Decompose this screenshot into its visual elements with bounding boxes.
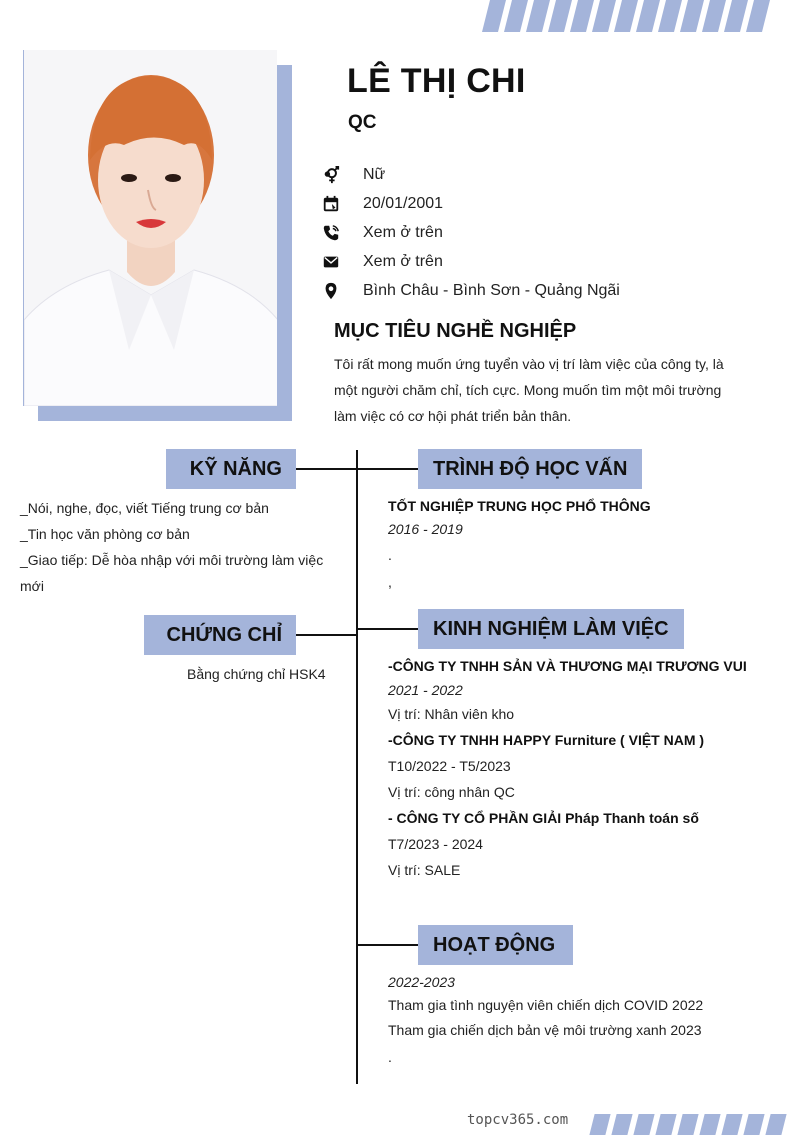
education-line: , [388, 574, 392, 590]
objective-heading: MỤC TIÊU NGHỀ NGHIỆP [334, 320, 577, 342]
gender-icon [322, 166, 363, 184]
info-birthday [322, 189, 620, 218]
activities-heading: HOẠT ĐỘNG [418, 925, 573, 965]
experience-heading: KINH NGHIỆM LÀM VIỆC [418, 609, 684, 649]
skills-connector [296, 468, 357, 470]
education-period: 2016 - 2019 [388, 521, 463, 537]
experience-connector [357, 628, 418, 630]
job-title: QC [348, 112, 377, 133]
info-email [322, 247, 620, 276]
certificate-item: Bằng chứng chỉ HSK4 [187, 666, 326, 682]
skill-item: _Giao tiếp: Dễ hòa nhập với môi trường làm việc [20, 552, 324, 568]
job-company: -CÔNG TY TNHH HAPPY Furniture ( VIỆT NAM ) [388, 732, 705, 748]
email-icon [322, 253, 363, 271]
activities-period: 2022-2023 [388, 974, 455, 990]
job-role: Vị trí: SALE [388, 862, 461, 878]
skills-heading: KỸ NĂNG [166, 449, 296, 489]
contact-info [322, 160, 620, 305]
bottom-stripes-decoration [592, 1114, 784, 1135]
timeline-vertical-line [356, 450, 358, 1084]
activities-connector [357, 944, 418, 946]
location-icon [322, 282, 363, 300]
info-birthday-text: 20/01/2001 [363, 194, 444, 212]
education-school: TỐT NGHIỆP TRUNG HỌC PHỔ THÔNG [388, 498, 651, 514]
job-role: Vị trí: Nhân viên kho [388, 706, 515, 722]
activity-item: Tham gia chiến dịch bản vệ môi trường xanh 2023 [388, 1022, 702, 1038]
education-connector [357, 468, 418, 470]
footer-watermark: topcv365.com [467, 1112, 569, 1128]
activity-item: Tham gia tình nguyện viên chiến dịch COVID 2022 [388, 997, 704, 1013]
certificates-heading: CHỨNG CHỈ [144, 615, 296, 655]
education-heading: TRÌNH ĐỘ HỌC VẤN [418, 449, 642, 489]
job-period: T7/2023 - 2024 [388, 836, 483, 852]
top-stripes-decoration [486, 0, 766, 32]
calendar-icon [322, 195, 363, 213]
job-company: - CÔNG TY CỔ PHẦN GIẢI Pháp Thanh toán số [388, 810, 699, 826]
activity-item: . [388, 1049, 392, 1065]
objective-text: Tôi rất mong muốn ứng tuyển vào vị trí làm việc của công ty, là một người chăm chỉ, tích cực. Mong muốn tìm một môi trường làm việc có cơ hội phát triển bản thân. [334, 356, 724, 424]
info-phone [322, 218, 620, 247]
phone-icon [322, 224, 363, 242]
info-location-text: Bình Châu - Bình Sơn - Quảng Ngãi [363, 281, 620, 299]
info-gender-text: Nữ [363, 165, 386, 183]
job-company: -CÔNG TY TNHH SẢN VÀ THƯƠNG MẠI TRƯƠNG VUI [388, 658, 747, 674]
certificates-connector [296, 634, 357, 636]
job-period: T10/2022 - T5/2023 [388, 758, 511, 774]
skill-item-continued: mới [20, 578, 44, 594]
job-role: Vị trí: công nhân QC [388, 784, 515, 800]
info-gender [322, 160, 620, 189]
candidate-name: LÊ THỊ CHI [347, 62, 526, 100]
job-period: 2021 - 2022 [388, 682, 463, 698]
info-phone-text: Xem ở trên [363, 223, 443, 241]
info-email-text: Xem ở trên [363, 252, 443, 270]
education-line: . [388, 547, 392, 563]
info-location [322, 276, 620, 305]
profile-photo [23, 50, 277, 406]
skill-item: _Tin học văn phòng cơ bản [20, 526, 190, 542]
skill-item: _Nói, nghe, đọc, viết Tiếng trung cơ bản [20, 500, 269, 516]
